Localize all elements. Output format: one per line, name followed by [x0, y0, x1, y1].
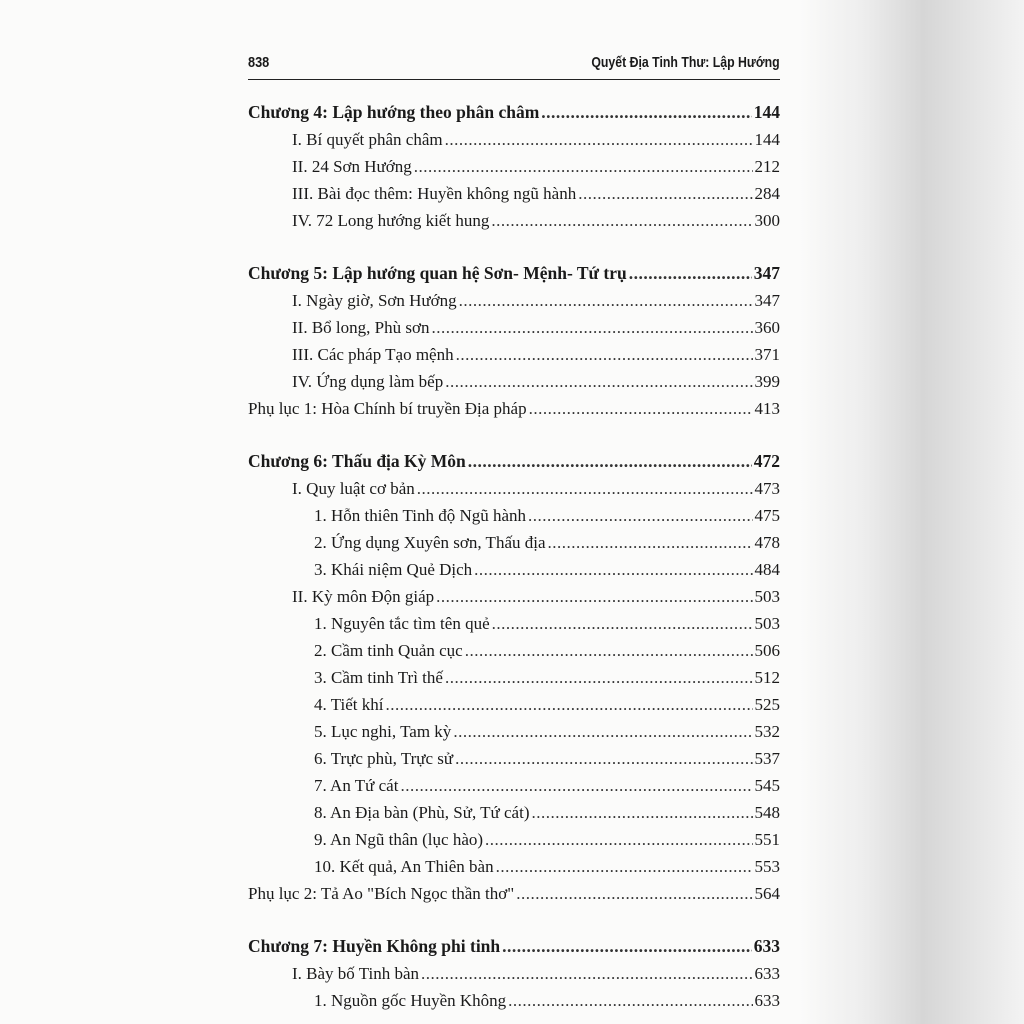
toc-chapter[interactable]	[248, 260, 780, 287]
toc-section[interactable]	[248, 126, 780, 153]
toc-entry-label: III. Bài đọc thêm: Huyền không ngũ hành	[292, 184, 577, 203]
toc-entry-label: Phụ lục 1: Hòa Chính bí truyền Địa pháp	[248, 399, 527, 418]
toc-chapter[interactable]	[248, 448, 780, 475]
toc-page-number: 553	[754, 857, 780, 876]
toc-subsection[interactable]	[248, 987, 780, 1014]
dot-leader	[548, 529, 753, 556]
dot-leader	[459, 287, 753, 314]
dot-leader	[465, 637, 753, 664]
toc-page-number: 564	[754, 884, 780, 903]
toc-entry-label: II. 24 Sơn Hướng	[292, 157, 412, 176]
dot-leader	[456, 341, 753, 368]
toc-subsection[interactable]	[248, 556, 780, 583]
toc-page-number: 360	[754, 318, 780, 337]
toc-page-number: 545	[754, 776, 780, 795]
toc-entry-label: IV. 72 Long hướng kiết hung	[292, 211, 490, 230]
toc-entry-label: I. Ngày giờ, Sơn Hướng	[292, 291, 457, 310]
page-gutter-shadow	[800, 0, 1024, 1024]
toc-subsection[interactable]	[248, 718, 780, 745]
running-title: Quyết Địa Tinh Thư: Lập Hướng	[591, 54, 780, 71]
toc-subsection[interactable]	[248, 529, 780, 556]
dot-leader	[468, 448, 752, 475]
toc-page-number: 413	[754, 399, 780, 418]
toc-entry-label: 5. Lục nghi, Tam kỳ	[314, 722, 452, 741]
toc-entry-label: 4. Tiết khí	[314, 695, 384, 714]
dot-leader	[529, 395, 753, 422]
toc-subsection[interactable]	[248, 502, 780, 529]
toc-entry-label: 3. Cầm tinh Trì thế	[314, 668, 443, 687]
toc-entry-label: III. Các pháp Tạo mệnh	[292, 345, 454, 364]
toc-page-number: 532	[754, 722, 780, 741]
toc-entry-label: 2. Ứng dụng Xuyên sơn, Thấu địa	[314, 533, 546, 552]
toc-page-number: 551	[754, 830, 780, 849]
header-rule	[248, 79, 780, 80]
dot-leader	[531, 799, 752, 826]
toc-entry-label: 6. Trực phù, Trực sử	[314, 749, 454, 768]
toc-subsection[interactable]	[248, 826, 780, 853]
toc-page-number: 399	[754, 372, 780, 391]
toc-entry-label: 7. An Tứ cát	[314, 776, 399, 795]
toc-page-number: 506	[754, 641, 780, 660]
toc-chapter[interactable]	[248, 99, 780, 126]
toc-page-number: 284	[754, 184, 780, 203]
toc-section[interactable]	[248, 475, 780, 502]
dot-leader	[496, 853, 753, 880]
toc-entry-label: II. Kỳ môn Độn giáp	[292, 587, 435, 606]
toc-entry-label: I. Quy luật cơ bản	[292, 479, 415, 498]
toc-appendix[interactable]	[248, 395, 780, 422]
toc-page-number: 548	[754, 803, 780, 822]
dot-leader	[445, 368, 752, 395]
toc-entry-label: 2. Cầm tinh Quản cục	[314, 641, 463, 660]
dot-leader	[417, 475, 753, 502]
toc-entry-label: 8. An Địa bàn (Phù, Sử, Tứ cát)	[314, 803, 530, 822]
toc-section[interactable]	[248, 368, 780, 395]
toc-entry-label: Chương 5: Lập hướng quan hệ Sơn- Mệnh- Tứ trụ	[248, 263, 627, 283]
dot-leader	[541, 99, 751, 126]
dot-leader	[436, 583, 752, 610]
dot-leader	[414, 153, 753, 180]
toc-page-number: 472	[753, 451, 780, 471]
toc-page-number: 144	[753, 102, 780, 122]
toc-entry-label: 10. Kết quả, An Thiên bàn	[314, 857, 494, 876]
toc-entry-label: 1. Nguồn gốc Huyền Không	[314, 991, 507, 1010]
toc-entry-label: II. Bổ long, Phù sơn	[292, 318, 430, 337]
dot-leader	[431, 314, 752, 341]
running-header	[248, 52, 780, 78]
dot-leader	[400, 772, 752, 799]
toc-subsection[interactable]	[248, 610, 780, 637]
toc-entry-label: I. Bày bố Tinh bàn	[292, 964, 420, 983]
toc-section[interactable]	[248, 287, 780, 314]
toc-page-number: 478	[754, 533, 780, 552]
dot-leader	[491, 207, 752, 234]
toc-section[interactable]	[248, 153, 780, 180]
toc-page-number: 300	[754, 211, 780, 230]
page-number: 838	[248, 54, 270, 71]
table-of-contents	[248, 99, 780, 1014]
toc-entry-label: 9. An Ngũ thân (lục hào)	[314, 830, 484, 849]
dot-leader	[385, 691, 752, 718]
toc-page-number: 525	[754, 695, 780, 714]
dot-leader	[445, 664, 753, 691]
toc-page-number: 503	[754, 614, 780, 633]
toc-subsection[interactable]	[248, 772, 780, 799]
dot-leader	[445, 126, 753, 153]
dot-leader	[485, 826, 752, 853]
toc-page-number: 512	[754, 668, 780, 687]
toc-subsection[interactable]	[248, 745, 780, 772]
toc-entry-label: 3. Khái niệm Quẻ Dịch	[314, 560, 473, 579]
toc-page-number: 503	[754, 587, 780, 606]
dot-leader	[502, 933, 752, 960]
toc-page-number: 473	[754, 479, 780, 498]
toc-page-number: 633	[754, 964, 780, 983]
toc-entry-label: Chương 4: Lập hướng theo phân châm	[248, 102, 540, 122]
dot-leader	[455, 745, 752, 772]
toc-page-number: 212	[754, 157, 780, 176]
toc-subsection[interactable]	[248, 853, 780, 880]
dot-leader	[629, 260, 752, 287]
toc-page-number: 537	[754, 749, 780, 768]
toc-page-number: 633	[753, 936, 780, 956]
toc-page-number: 347	[754, 291, 780, 310]
toc-entry-label: Phụ lục 2: Tả Ao "Bích Ngọc thần thơ"	[248, 884, 515, 903]
toc-section[interactable]	[248, 583, 780, 610]
toc-section[interactable]	[248, 960, 780, 987]
toc-appendix[interactable]	[248, 880, 780, 907]
toc-page-number: 484	[754, 560, 780, 579]
toc-entry-label: Chương 7: Huyền Không phi tinh	[248, 936, 501, 956]
dot-leader	[421, 960, 752, 987]
dot-leader	[528, 502, 752, 529]
dot-leader	[578, 180, 752, 207]
toc-page-number: 144	[754, 130, 780, 149]
toc-subsection[interactable]	[248, 664, 780, 691]
toc-page-number: 475	[754, 506, 780, 525]
toc-entry-label: 1. Nguyên tắc tìm tên quẻ	[314, 614, 490, 633]
toc-entry-label: Chương 6: Thấu địa Kỳ Môn	[248, 451, 466, 471]
toc-subsection[interactable]	[248, 691, 780, 718]
toc-section[interactable]	[248, 180, 780, 207]
toc-entry-label: I. Bí quyết phân châm	[292, 130, 443, 149]
toc-entry-label: 1. Hỗn thiên Tinh độ Ngũ hành	[314, 506, 527, 525]
dot-leader	[453, 718, 752, 745]
toc-section[interactable]	[248, 314, 780, 341]
toc-section[interactable]	[248, 207, 780, 234]
toc-subsection[interactable]	[248, 637, 780, 664]
toc-page-number: 633	[754, 991, 780, 1010]
toc-subsection[interactable]	[248, 799, 780, 826]
dot-leader	[508, 987, 752, 1014]
dot-leader	[516, 880, 752, 907]
toc-entry-label: IV. Ứng dụng làm bếp	[292, 372, 444, 391]
dot-leader	[492, 610, 753, 637]
toc-section[interactable]	[248, 341, 780, 368]
toc-chapter[interactable]	[248, 933, 780, 960]
dot-leader	[474, 556, 752, 583]
toc-page-number: 371	[754, 345, 780, 364]
toc-page-number: 347	[753, 263, 780, 283]
